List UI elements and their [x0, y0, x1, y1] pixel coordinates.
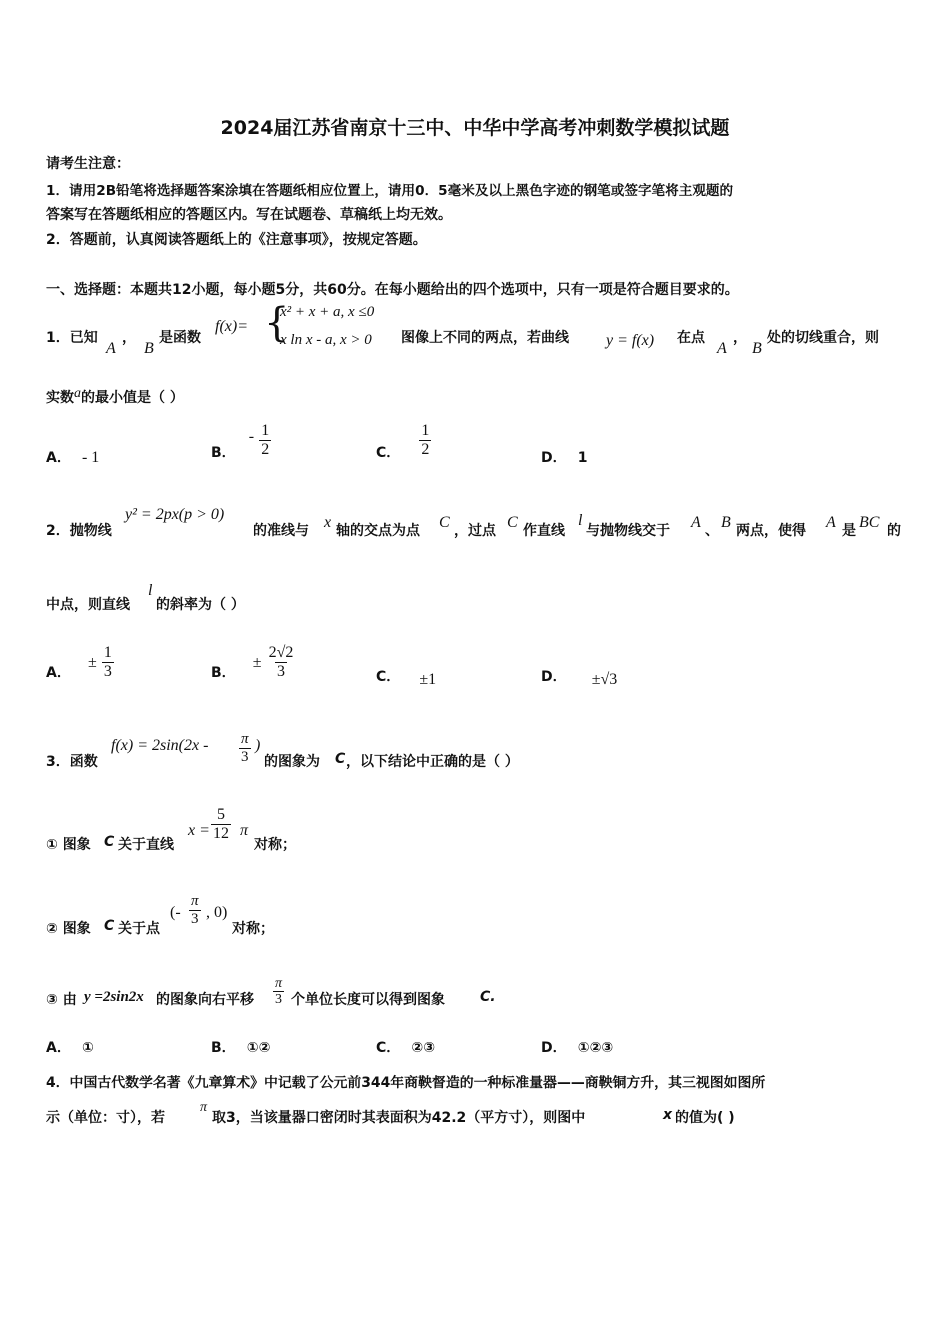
q3-s3-fraction — [273, 976, 284, 1008]
q2-text-10: 中点，则直线 — [46, 597, 130, 613]
q1-point-b: B — [144, 340, 154, 357]
question-2 — [46, 506, 916, 546]
q1-option-b-den: 2 — [261, 440, 270, 458]
q3-option-d-value: ①②③ — [577, 1040, 614, 1056]
q2-var-x: x — [324, 514, 332, 531]
q2-option-b[interactable] — [211, 644, 295, 680]
q1-option-c-fraction — [419, 422, 431, 458]
q4-pi: π — [200, 1100, 208, 1115]
q2-parabola-eq: y² = 2px(p > 0) — [125, 506, 225, 523]
q3-s2-mid: 关于点 — [118, 921, 160, 937]
q2-text-3: 轴的交点为点 — [336, 523, 420, 539]
q2-text-5: 作直线 — [523, 523, 565, 539]
q1-function-fx: f(x)= — [215, 318, 248, 335]
q1-point-b2: B — [752, 340, 762, 357]
q4-line-1: 4．中国古代数学名著《九章算术》中记载了公元前344年商鞅督造的一种标准量器——商鞅铜方升，其三视图如图所 — [46, 1075, 766, 1091]
q3-s3-pre: ③ 由 — [46, 992, 77, 1008]
q3-s3-mid: 的图象向右平移 — [156, 992, 254, 1008]
q1-text-6: 实数 — [46, 390, 74, 406]
q3-s1-x: x = — [188, 822, 210, 839]
q3-option-d[interactable] — [541, 1037, 613, 1057]
notice-line-2: 答案写在答题纸相应的答题区内。写在试题卷、草稿纸上均无效。 — [46, 207, 452, 223]
q3-s2-post: 对称； — [232, 921, 274, 937]
q1-option-a-value: - 1 — [81, 449, 100, 466]
q2-option-c-label: C． — [376, 669, 401, 685]
q3-option-a-label: A． — [46, 1040, 71, 1056]
q3-s2-pre: ② 图象 — [46, 921, 91, 937]
q3-option-b-value: ①② — [246, 1040, 271, 1056]
q2-point-b: B — [721, 514, 731, 531]
q1-point-a: A — [106, 340, 116, 357]
q1-point-a2: A — [717, 340, 727, 357]
q3-close: ) — [255, 737, 261, 754]
q3-option-c-value: ②③ — [411, 1040, 436, 1056]
q3-s1-den: 12 — [213, 824, 229, 842]
q3-option-b[interactable] — [211, 1037, 270, 1057]
q2-text-8: 是 — [842, 523, 856, 539]
q3-option-a-value: ① — [81, 1040, 94, 1056]
section-heading: 一、选择题：本题共12小题，每小题5分，共60分。在每小题给出的四个选项中，只有一项是符合题目要求的。 — [46, 282, 739, 298]
q3-fraction — [239, 731, 251, 765]
q1-case-1: x² + x + a, x ≤0 — [280, 304, 375, 320]
notice-line-1: 1．请用2B铅笔将选择题答案涂填在答题纸相应位置上，请用0．5毫米及以上黑色字迹的钢笔或签字笔将主观题的 — [46, 183, 734, 199]
q2-option-c[interactable] — [376, 666, 436, 686]
q2-option-d[interactable] — [541, 666, 617, 686]
q1-option-d[interactable] — [541, 447, 587, 467]
q3-fraction-num: π — [241, 731, 249, 747]
q3-option-c[interactable] — [376, 1037, 435, 1057]
q3-s1-pi: π — [240, 822, 249, 839]
q3-s3-den: 3 — [275, 992, 282, 1008]
q2-line-l2: l — [148, 582, 153, 599]
q3-s2-num: π — [191, 893, 199, 909]
q3-s2-close: , 0) — [206, 904, 228, 921]
q4-text-b: 取3，当该量器口密闭时其表面积为42.2（平方寸），则图中 — [212, 1110, 586, 1126]
page-title: 2024届江苏省南京十三中、中华中学高考冲刺数学模拟试题 — [220, 117, 730, 139]
q1-option-d-label: D． — [541, 450, 567, 466]
q1-option-b-num: 1 — [261, 422, 270, 439]
q1-text-1: 1．已知 — [46, 330, 98, 346]
q3-s2-fraction — [189, 893, 201, 927]
q3-function: f(x) = 2sin(2x - — [111, 737, 209, 754]
q1-option-c-num: 1 — [421, 422, 430, 439]
q2-option-a-fraction — [102, 644, 114, 680]
q2-option-a-num: 1 — [103, 644, 112, 661]
q3-s1-num: 5 — [217, 806, 225, 823]
q3-s1-post: 对称； — [254, 837, 296, 853]
q3-s1-mid: 关于直线 — [118, 837, 174, 853]
q3-s2-den: 3 — [191, 910, 199, 927]
q3-text-1: 3．函数 — [46, 754, 98, 770]
q3-option-a[interactable] — [46, 1037, 94, 1057]
q2-text-2: 的准线与 — [253, 523, 309, 539]
q4-text-c: 的值为( ) — [675, 1110, 735, 1126]
q1-curve: y = f(x) — [606, 332, 655, 349]
q4-var-x: x — [663, 1107, 673, 1123]
q1-brace: { — [264, 300, 290, 346]
q2-option-d-label: D． — [541, 669, 567, 685]
q2-line-l: l — [578, 512, 583, 529]
q2-option-b-fraction — [267, 644, 296, 680]
q2-text-1: 2．抛物线 — [46, 523, 112, 539]
q3-s3-post: 个单位长度可以得到图象 — [291, 992, 445, 1008]
q1-sep-1: ， — [122, 330, 136, 346]
q2-text-7: 两点，使得 — [736, 523, 806, 539]
notice-line-3: 2．答题前，认真阅读答题纸上的《注意事项》，按规定答题。 — [46, 232, 427, 248]
q2-text-4: ，过点 — [454, 523, 496, 539]
q1-option-c-label: C． — [376, 444, 401, 461]
q2-text-6: 与抛物线交于 — [586, 523, 670, 539]
q2-point-c: C — [439, 514, 450, 531]
q2-option-d-value: ±√3 — [591, 671, 618, 688]
q3-option-b-label: B． — [211, 1040, 236, 1056]
q2-point-c2: C — [507, 514, 518, 531]
q1-option-d-value: 1 — [577, 450, 588, 466]
q1-option-b[interactable] — [211, 422, 271, 461]
q4-text-a: 示（单位：寸），若 — [46, 1110, 165, 1126]
q2-option-a-den: 3 — [103, 662, 112, 680]
q2-dun: 、 — [705, 523, 719, 539]
q2-text-11: 的斜率为（ ） — [156, 597, 245, 613]
question-1-line-2 — [46, 387, 184, 407]
q1-text-5: 处的切线重合，则 — [767, 330, 879, 346]
q3-text-3: ，以下结论中正确的是（ ） — [346, 754, 519, 770]
q3-s1-fraction — [211, 806, 231, 842]
q3-s3-c: C. — [480, 989, 496, 1005]
q2-text-9: 的 — [887, 523, 901, 539]
q2-option-c-value: ±1 — [419, 671, 437, 688]
q1-option-a-label: A． — [46, 450, 71, 466]
q3-option-d-label: D． — [541, 1040, 567, 1056]
q1-option-b-fraction — [259, 422, 271, 458]
q1-text-3: 图像上不同的两点，若曲线 — [401, 330, 569, 346]
q3-s3-eq: y =2sin2x — [84, 989, 144, 1005]
q1-text-2: 是函数 — [159, 330, 201, 346]
q1-text-4: 在点 — [677, 330, 705, 346]
q2-segment-bc: BC — [859, 514, 880, 531]
q3-fraction-den: 3 — [241, 748, 249, 765]
q3-s3-num: π — [275, 976, 283, 991]
q3-s2-c: C — [104, 918, 115, 934]
q1-option-b-sign: - — [248, 428, 255, 445]
q2-option-a[interactable] — [46, 644, 114, 680]
q2-option-b-label: B． — [211, 664, 236, 681]
q1-case-2: x ln x - a, x > 0 — [280, 332, 372, 348]
q1-option-c[interactable] — [376, 422, 431, 461]
q1-text-7: 的最小值是（ ） — [81, 390, 184, 406]
q3-graph-c: C — [335, 751, 346, 767]
q3-option-c-label: C． — [376, 1040, 401, 1056]
q2-point-a: A — [691, 514, 701, 531]
q2-point-a2: A — [826, 514, 836, 531]
q2-option-b-sign: ± — [252, 653, 262, 671]
q1-sep-2: ， — [733, 330, 747, 346]
q1-option-c-den: 2 — [421, 440, 430, 458]
q2-option-a-label: A． — [46, 664, 71, 681]
q1-option-a[interactable] — [46, 447, 99, 467]
q3-s1-pre: ① 图象 — [46, 837, 91, 853]
q1-var-a: a — [74, 386, 81, 401]
q3-s2-open: (- — [170, 904, 181, 921]
q2-option-b-num: 2√2 — [268, 644, 294, 661]
q2-option-a-sign: ± — [87, 653, 97, 671]
q2-option-b-den: 3 — [277, 662, 286, 680]
q3-text-2: 的图象为 — [264, 754, 320, 770]
q1-option-b-label: B． — [211, 444, 236, 461]
notice-heading: 请考生注意： — [46, 156, 130, 172]
q3-s1-c: C — [104, 834, 115, 850]
